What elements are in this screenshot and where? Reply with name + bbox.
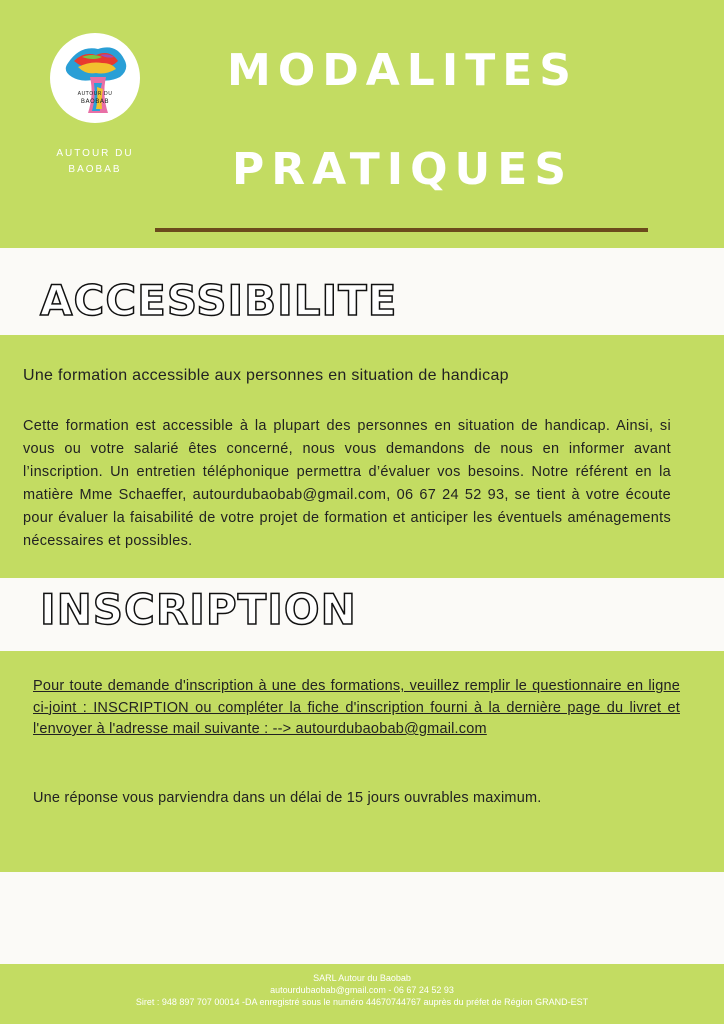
accessibility-heading: ACCESSIBILITE: [40, 276, 398, 325]
brand-caption-line2: BAOBAB: [68, 164, 122, 175]
logo-text-line1: AUTOUR DU: [77, 91, 113, 97]
accessibility-lead: Une formation accessible aux personnes en situation de handicap: [23, 367, 509, 384]
accessibility-paragraph: Cette formation est accessible à la plupart des personnes en situation de handicap. Ainsi, si vous ou votre salarié êtes concerné, nous vous demandons de nous en informer avant l’inscription. Un entretien téléphonique permettra d’évaluer vos besoins. Notre référent en la matière Mme Schaeffer, autourdubaobab@gmail.com, 06 67 24 52 93, se tient à votre écoute pour évaluer la faisabilité de votre projet de formation et anticiper les éventuels aménagements nécessaires et possibles.: [23, 418, 671, 549]
inscription-heading: INSCRIPTION: [40, 585, 357, 634]
inscription-link-text[interactable]: Pour toute demande d'inscription à une des formations, veuillez remplir le questionnaire en ligne ci-joint : INSCRIPTION ou compléter la fiche d'inscription fourni à la dernière page du livret et l'envoyer à l'adresse mail suivante : --> autourdubaobab@gmail.com: [33, 678, 680, 737]
footer-legal: Siret : 948 897 707 00014 -DA enregistré sous le numéro 44670744767 auprès du préfet de Région GRAND-EST: [135, 997, 589, 1007]
inscription-answer-text: Une réponse vous parviendra dans un délai de 15 jours ouvrables maximum.: [33, 790, 542, 806]
footer-company: SARL Autour du Baobab: [313, 973, 411, 983]
page-title-line1: MODALITES: [227, 45, 578, 96]
header-band: [0, 0, 724, 248]
footer-band: [0, 964, 724, 1024]
page-title-line2: PRATIQUES: [231, 144, 574, 195]
footer-text: [0, 972, 724, 1008]
baobab-tree-icon: [50, 33, 140, 123]
brand-caption: [40, 146, 150, 178]
baobab-logo: [50, 33, 140, 123]
logo-text-line2: BAOBAB: [80, 98, 110, 105]
brand-caption-line1: AUTOUR DU: [56, 148, 134, 159]
title-divider: [155, 228, 648, 232]
footer-contact: autourdubaobab@gmail.com - 06 67 24 52 93: [270, 985, 454, 995]
logo-text: [50, 91, 140, 105]
